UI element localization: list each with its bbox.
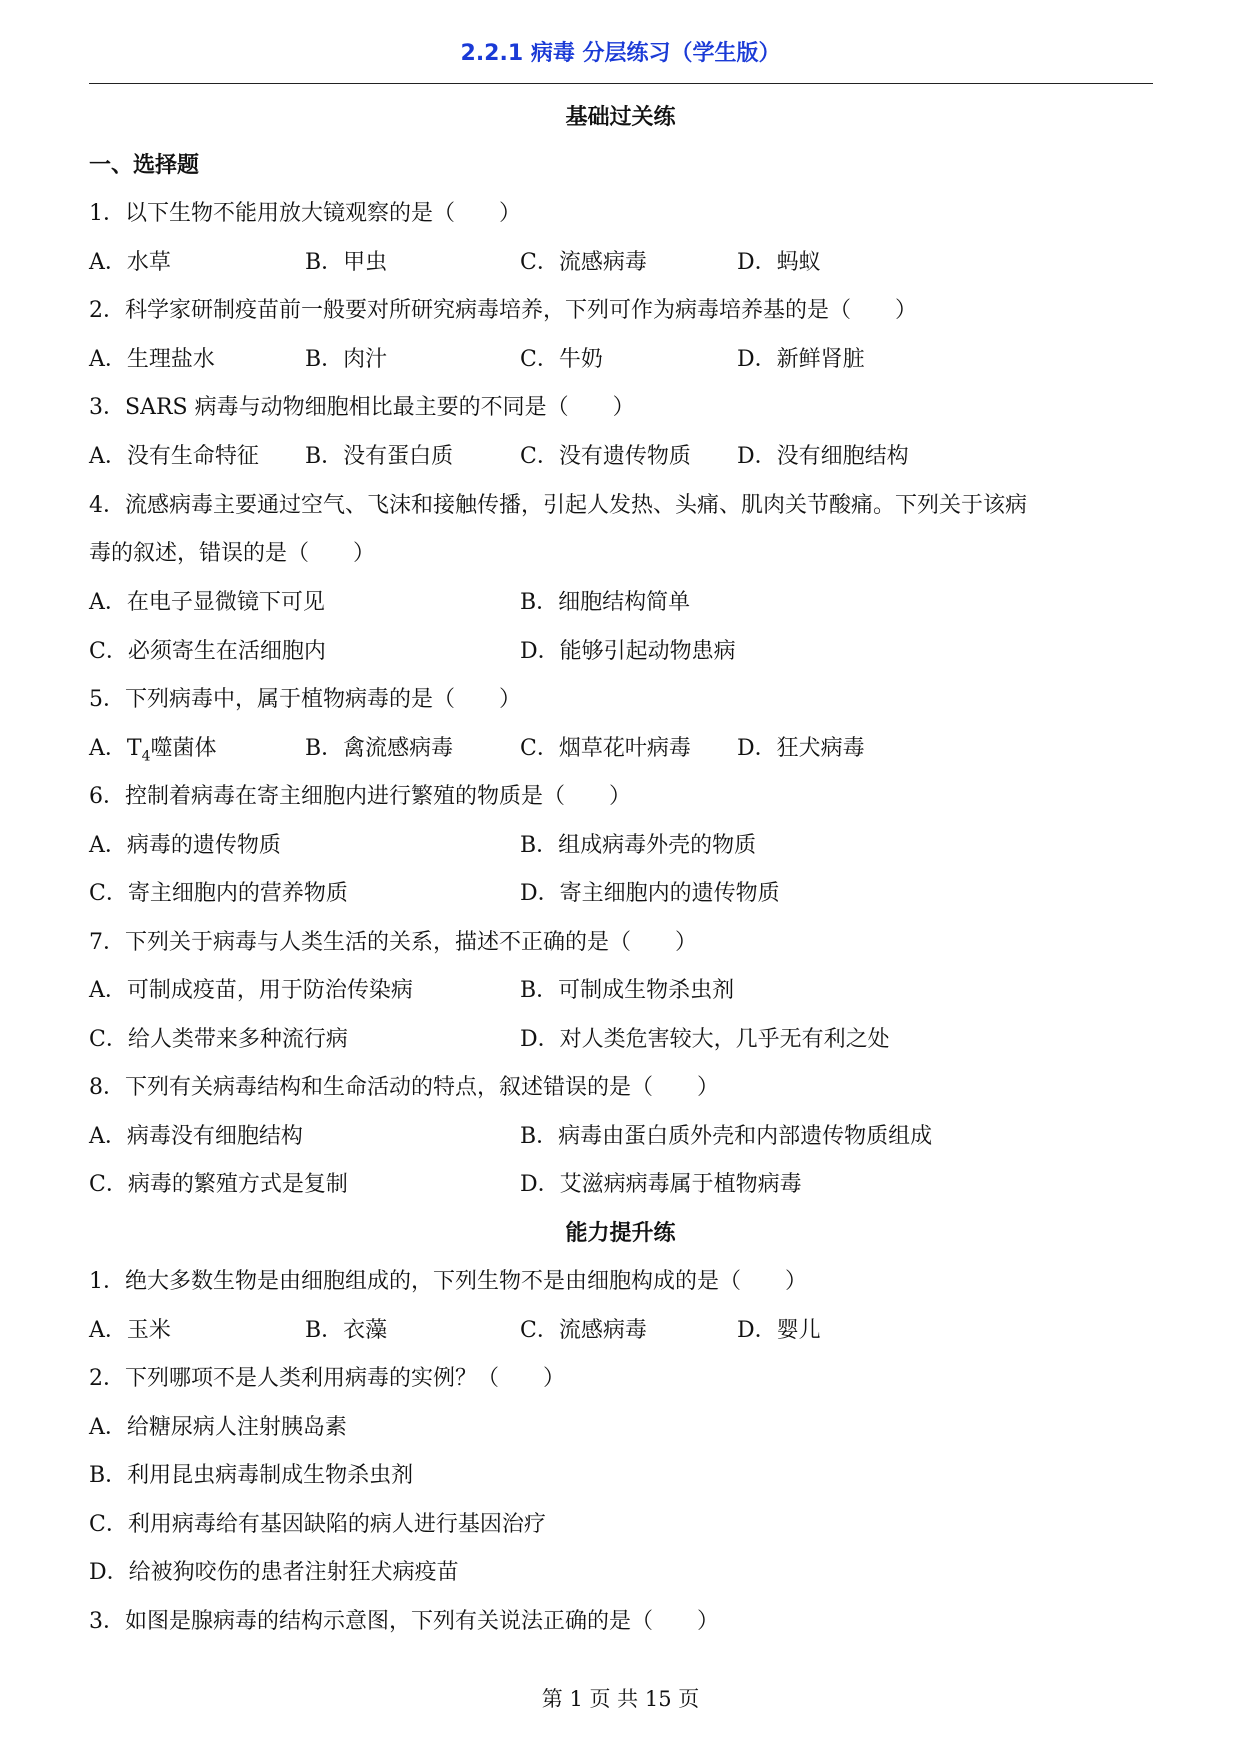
- option-d: D．寄主细胞内的遗传物质: [520, 881, 780, 906]
- option-d: D．对人类危害较大，几乎无有利之处: [520, 1027, 890, 1052]
- option-a: A．$T_4$噬菌体: [89, 736, 217, 765]
- option-a: A．病毒的遗传物质: [89, 833, 281, 858]
- option-a: A．没有生命特征: [89, 444, 259, 469]
- option-c: C．寄主细胞内的营养物质: [89, 881, 348, 906]
- part-title-choice: 一、选择题: [89, 153, 200, 178]
- option-d: D．婴儿: [737, 1318, 821, 1343]
- option-b: B．细胞结构简单: [520, 590, 691, 615]
- option-c: C．没有遗传物质: [520, 444, 691, 469]
- option-c: C．给人类带来多种流行病: [89, 1027, 348, 1052]
- option-b: B．没有蛋白质: [305, 444, 454, 469]
- option-a: A．玉米: [89, 1318, 171, 1343]
- question-stem: 1．以下生物不能用放大镜观察的是（ ）: [89, 201, 521, 226]
- option-b: B．甲虫: [305, 250, 388, 275]
- question-stem: 8．下列有关病毒结构和生命活动的特点，叙述错误的是（ ）: [89, 1075, 719, 1100]
- option-d: D．狂犬病毒: [737, 736, 865, 761]
- document-title: 2.2.1 病毒 分层练习（学生版）: [460, 41, 781, 66]
- option-c: C．必须寄生在活细胞内: [89, 639, 326, 664]
- option-c: C．烟草花叶病毒: [520, 736, 691, 761]
- question-stem: 2．科学家研制疫苗前一般要对所研究病毒培养，下列可作为病毒培养基的是（ ）: [89, 298, 917, 323]
- option-b: B．肉汁: [305, 347, 388, 372]
- question-stem: 7．下列关于病毒与人类生活的关系，描述不正确的是（ ）: [89, 930, 697, 955]
- question-stem: 3．如图是腺病毒的结构示意图，下列有关说法正确的是（ ）: [89, 1609, 719, 1634]
- option-a: A．可制成疫苗，用于防治传染病: [89, 978, 413, 1003]
- option-c: C．牛奶: [520, 347, 603, 372]
- question-stem: 2．下列哪项不是人类利用病毒的实例？（ ）: [89, 1366, 565, 1391]
- question-stem-continued: 毒的叙述，错误的是（ ）: [89, 541, 376, 566]
- option-b: B．衣藻: [305, 1318, 388, 1343]
- page-number: 第 1 页 共 15 页: [541, 1687, 700, 1711]
- option-a: A．给糖尿病人注射胰岛素: [89, 1415, 347, 1440]
- option-a: A．水草: [89, 250, 171, 275]
- option-d: D．给被狗咬伤的患者注射狂犬病疫苗: [89, 1560, 459, 1585]
- question-stem: 1．绝大多数生物是由细胞组成的，下列生物不是由细胞构成的是（ ）: [89, 1269, 807, 1294]
- option-a: A．在电子显微镜下可见: [89, 590, 325, 615]
- option-b: B．组成病毒外壳的物质: [520, 833, 757, 858]
- option-c: C．利用病毒给有基因缺陷的病人进行基因治疗: [89, 1512, 546, 1537]
- option-d: D．新鲜肾脏: [737, 347, 865, 372]
- option-c: C．病毒的繁殖方式是复制: [89, 1172, 348, 1197]
- option-a: A．病毒没有细胞结构: [89, 1124, 303, 1149]
- option-d: D．能够引起动物患病: [520, 639, 736, 664]
- option-d: D．没有细胞结构: [737, 444, 909, 469]
- option-d: D．蚂蚁: [737, 250, 821, 275]
- option-b: B．病毒由蛋白质外壳和内部遗传物质组成: [520, 1124, 933, 1149]
- header-divider: [89, 83, 1153, 84]
- option-b: B．可制成生物杀虫剂: [520, 978, 735, 1003]
- option-d: D．艾滋病病毒属于植物病毒: [520, 1172, 802, 1197]
- question-stem: 6．控制着病毒在寄主细胞内进行繁殖的物质是（ ）: [89, 784, 631, 809]
- option-c: C．流感病毒: [520, 1318, 647, 1343]
- question-stem: 3．SARS 病毒与动物细胞相比最主要的不同是（ ）: [89, 395, 635, 420]
- option-b: B．禽流感病毒: [305, 736, 454, 761]
- question-stem: 4．流感病毒主要通过空气、飞沫和接触传播，引起人发热、头痛、肌肉关节酸痛。下列关于该病: [89, 493, 1028, 518]
- section-title-basic: 基础过关练: [565, 105, 676, 130]
- option-b: B．利用昆虫病毒制成生物杀虫剂: [89, 1463, 414, 1488]
- option-c: C．流感病毒: [520, 250, 647, 275]
- section-title-advanced: 能力提升练: [565, 1221, 676, 1246]
- option-a: A．生理盐水: [89, 347, 215, 372]
- question-stem: 5．下列病毒中，属于植物病毒的是（ ）: [89, 687, 521, 712]
